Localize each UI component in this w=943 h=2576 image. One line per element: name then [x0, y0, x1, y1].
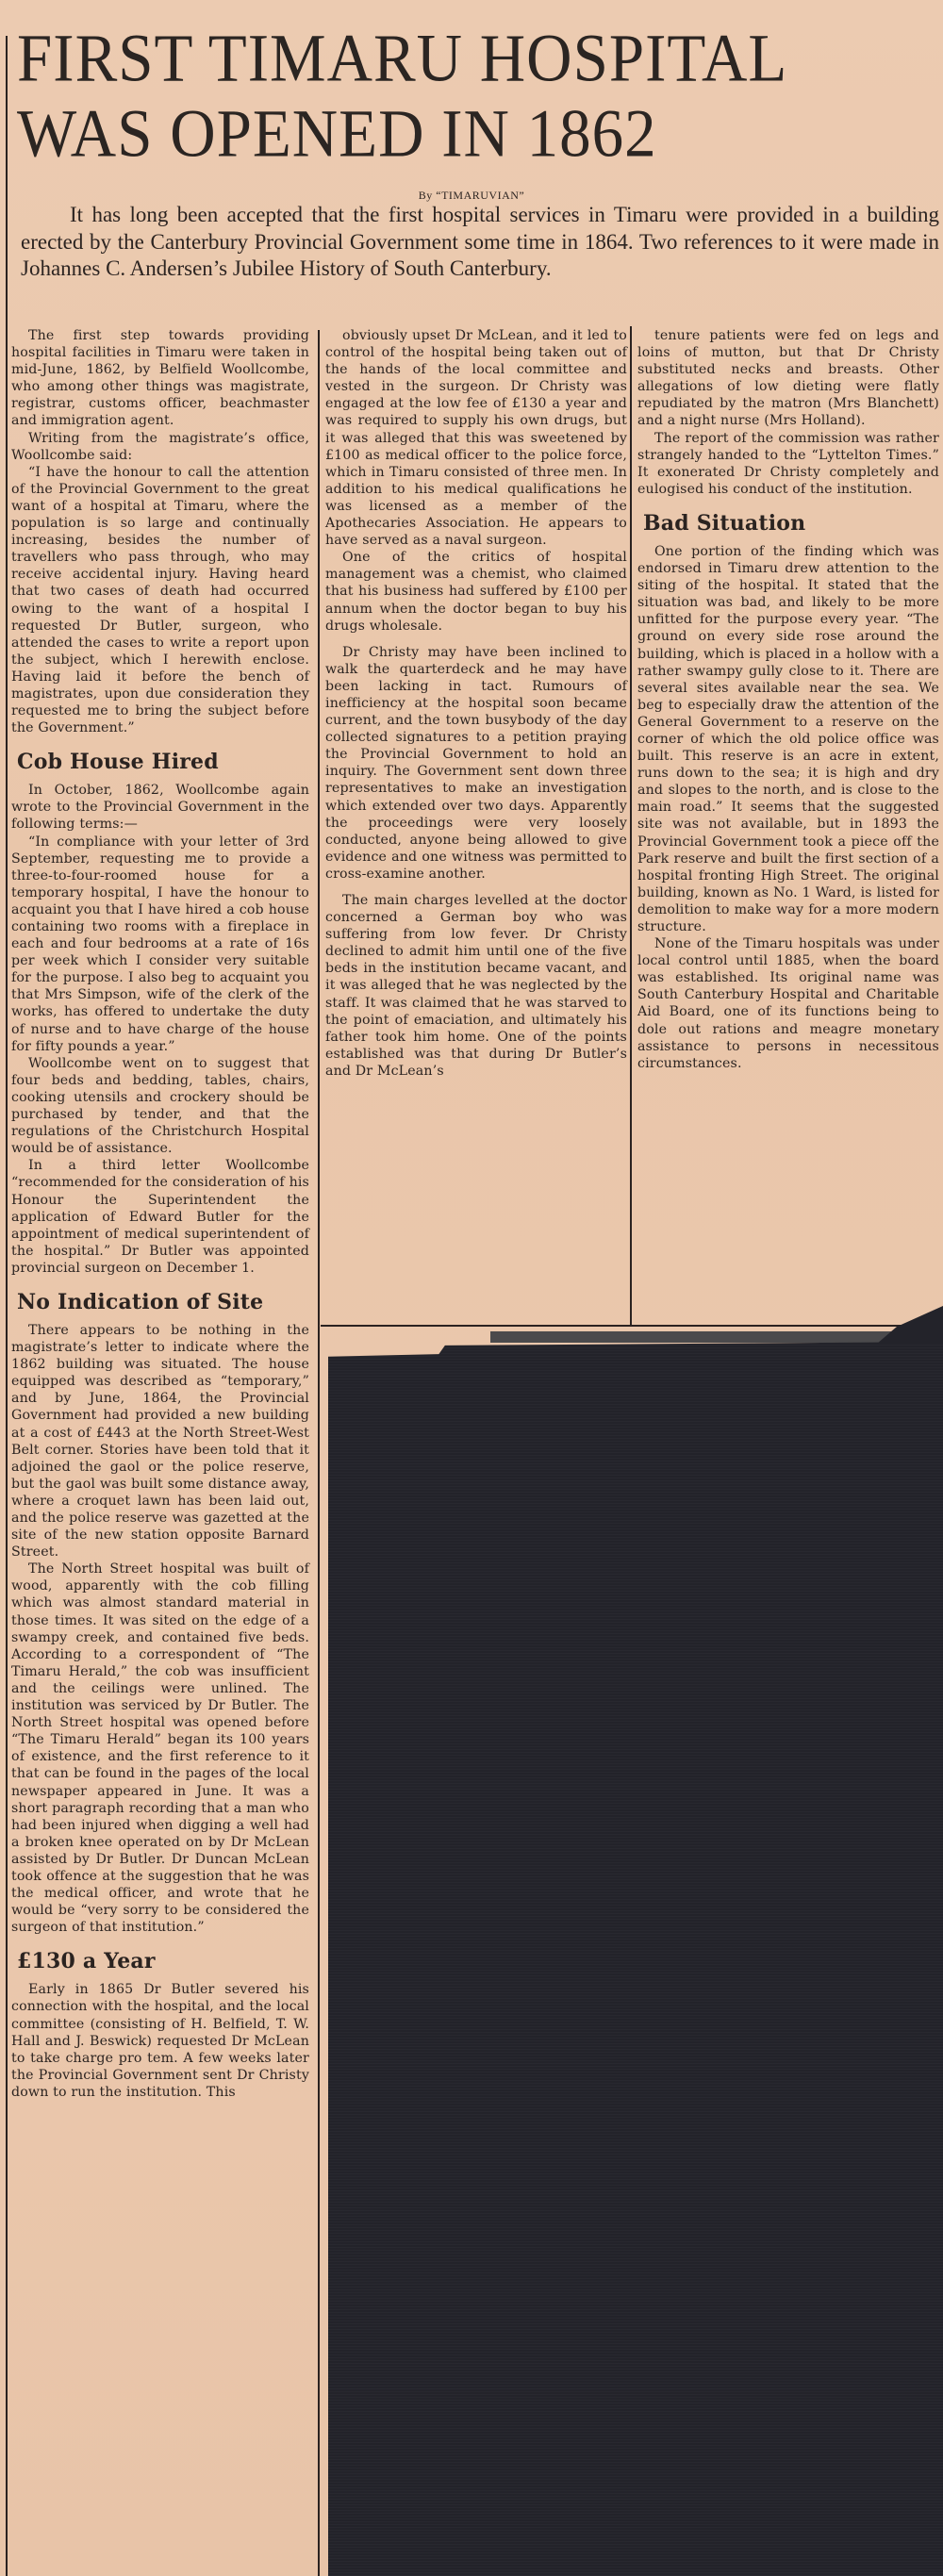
subheading-no-indication-of-site: No Indication of Site — [17, 1289, 264, 1314]
paragraph: In a third letter Woollcombe “recommended for the consideration of his Honour the Superintendent the application of Edward Butler for the appointment of medical superintendent of the hospital.” Dr Butler was appointed provincial surgeon on December 1. — [11, 1158, 309, 1276]
paragraph: tenure patients were fed on legs and loins of mutton, but that Dr Christy substituted necks and breasts. Other allegations of low dieting were flatly repudiated by the matron (Mrs Blanchett) and a night nurse (Mrs Holland). — [637, 328, 939, 429]
byline: By “TIMARUVIAN” — [418, 189, 525, 202]
headline-line-1: FIRST TIMARU HOSPITAL — [17, 21, 788, 96]
paragraph: Dr Christy may have been inclined to walk the quarterdeck and he may have been lacking in tact. Rumours of inefficiency at the hospital soon became current, and the town busybody of the day collected signatures to a petition praying the Provincial Government to hold an inquiry. The Government sent down three representatives to make an investigation which extended over two days. Apparently the proceedings were very loosely conducted, anyone being allowed to give evidence and one witness was permitted to cross-examine another. — [325, 644, 627, 882]
column-rule-2 — [630, 326, 632, 1326]
article-column-1 — [11, 327, 309, 2571]
standfirst: It has long been accepted that the first hospital services in Timaru were provided in a building erected by the Canterbury Provincial Government some time in 1864. Two references to it were made in Johannes C. Andersen’s Jubilee History of South Canterbury. — [21, 203, 939, 280]
headline-line-2: WAS OPENED IN 1862 — [17, 95, 657, 172]
subheading-130-a-year: £130 a Year — [17, 1949, 156, 1974]
paragraph: The main charges levelled at the doctor concerned a German boy who was suffering from low fever. Dr Christy declined to admit him until one of the five beds in the institution became vacant, and it was alleged that he was neglected by the staff. It was claimed that he was starved to the point of emaciation, and ultimately his father took him home. One of the points established was that during Dr Butler’s and Dr McLean’s — [325, 893, 627, 1079]
paragraph: Writing from the magistrate’s office, Woollcombe said: — [11, 430, 309, 463]
subheading-bad-situation: Bad Situation — [643, 510, 806, 536]
paragraph: One of the critics of hospital management was a chemist, who claimed that his business had suffered by £100 per annum when the doctor began to buy his drugs wholesale. — [325, 550, 627, 634]
subheading-cob-house-hired: Cob House Hired — [17, 750, 219, 775]
article-column-2 — [325, 327, 627, 1080]
paragraph: “In compliance with your letter of 3rd September, requesting me to provide a three-to-four-roomed house for a temporary hospital, I have the honour to acquaint you that I have hired a cob house containing two rooms with a fireplace in each and four bedrooms at a rate of 16s per week which I consider very suitable for the purpose. I also beg to acquaint you that Mrs Simpson, wife of the clerk of the works, has offered to undertake the duty of nurse and to have charge of the house for fifty pounds a year.” — [11, 834, 309, 1054]
paragraph: One portion of the finding which was endorsed in Timaru drew attention to the siting of the hospital. It stated that the situation was bad, and likely to be more unfitted for the purpose every year. “The ground on every side rose around the building, which is placed in a hollow with a rather swampy gully close to it. There are several sites available near the sea. We beg to especially draw the attention of the General Government to a reserve on the corner of which the old police office was built. This reserve is an acre in extent, runs down to the sea; it is high and dry and slopes to the north, and is close to the main road.” It seems that the suggested site was not available, but in 1893 the Provincial Government took a piece off the Park reserve and built the first section of a hospital fronting High Street. The original building, known as No. 1 Ward, is listed for demolition to make way for a more modern structure. — [637, 543, 939, 934]
headline — [17, 21, 943, 172]
paragraph: There appears to be nothing in the magistrate’s letter to indicate where the 1862 building was situated. The house equipped was described as “temporary,” and by June, 1864, the Provincial Government had provided a new building at a cost of £443 at the North Street-West Belt corner. Stories have been told that it adjoined the gaol or the police reserve, but the gaol was built some distance away, where a croquet lawn has been laid out, and the police reserve was gazetted at the site of the new station opposite Barnard Street. — [11, 1322, 309, 1560]
left-column-rule — [6, 36, 8, 2576]
paragraph: The first step towards providing hospital facilities in Timaru were taken in mid-June, 1862, by Belfield Woollcombe, who among other things was magistrate, registrar, customs officer, beachmaster and immigration agent. — [11, 328, 309, 429]
paragraph: The report of the commission was rather strangely handed to the “Lyttelton Times.” It exonerated Dr Christy completely and eulogised his conduct of the institution. — [637, 430, 939, 497]
paragraph: None of the Timaru hospitals was under local control until 1885, when the board was established. Its original name was South Canterbury Hospital and Charitable Aid Board, one of its functions being to dole out rations and meagre monetary assistance to persons in necessitous circumstances. — [637, 936, 939, 1071]
paragraph: The North Street hospital was built of wood, apparently with the cob filling which was almost standard material in those times. It was sited on the edge of a swampy creek, and contained five beds. According to a correspondent of “The Timaru Herald,” the cob was insufficient and the ceilings were unlined. The institution was serviced by Dr Butler. The North Street hospital was opened before “The Timaru Herald” began its 100 years of existence, and the first reference to it that can be found in the pages of the local newspaper appeared in June. It was a short paragraph recording that a man who had been injured when digging a well had a broken knee operated on by Dr McLean assisted by Dr Butler. Dr Duncan McLean took offence at the suggestion that he was the medical officer, and wrote that he would be “very sorry to be considered the surgeon of that institution.” — [11, 1561, 309, 1936]
column-rule-1 — [318, 330, 320, 1329]
paragraph: Early in 1865 Dr Butler severed his connection with the hospital, and the local committee (consisting of H. Belfield, T. W. Hall and J. Beswick) requested Dr McLean to take charge pro tem. A few weeks later the Provincial Government sent Dr Christy down to run the institution. This — [11, 1982, 309, 2100]
article-column-3 — [637, 327, 939, 1072]
paragraph: obviously upset Dr McLean, and it led to control of the hospital being taken out of the hands of the local committee and vested in the surgeon. Dr Christy was engaged at the low fee of £130 a year and was required to supply his own drugs, but it was alleged that this was sweetened by £100 as medical officer to the police force, which in Timaru consisted of three men. In addition to his medical qualifications he was licensed as a member of the Apothecaries Association. He appears to have served as a naval surgeon. — [325, 328, 627, 549]
paragraph: Woollcombe went on to suggest that four beds and bedding, tables, chairs, cooking utensils and crockery should be purchased by tender, and that the regulations of the Christchurch Hospital would be of assistance. — [11, 1055, 309, 1157]
column-rule-1-lower — [318, 1329, 320, 2576]
photo-top-rule — [321, 1325, 915, 1327]
photo-block — [328, 1342, 943, 2576]
paragraph: “I have the honour to call the attention of the Provincial Government to the great want of a hospital at Timaru, where the population is so large and continually increasing, besides the number of travellers who pass through, who may receive accidental injury. Having heard that two cases of death had occurred owing to the want of a hospital I requested Dr Butler, surgeon, who attended the cases to write a report upon the subject, which I herewith enclose. Having laid it before the bench of magistrates, upon due consideration they requested me to bring the subject before the Government.” — [11, 464, 309, 736]
photo-edge-strip — [490, 1331, 896, 1343]
paragraph: In October, 1862, Woollcombe again wrote to the Provincial Government in the following terms:— — [11, 783, 309, 833]
